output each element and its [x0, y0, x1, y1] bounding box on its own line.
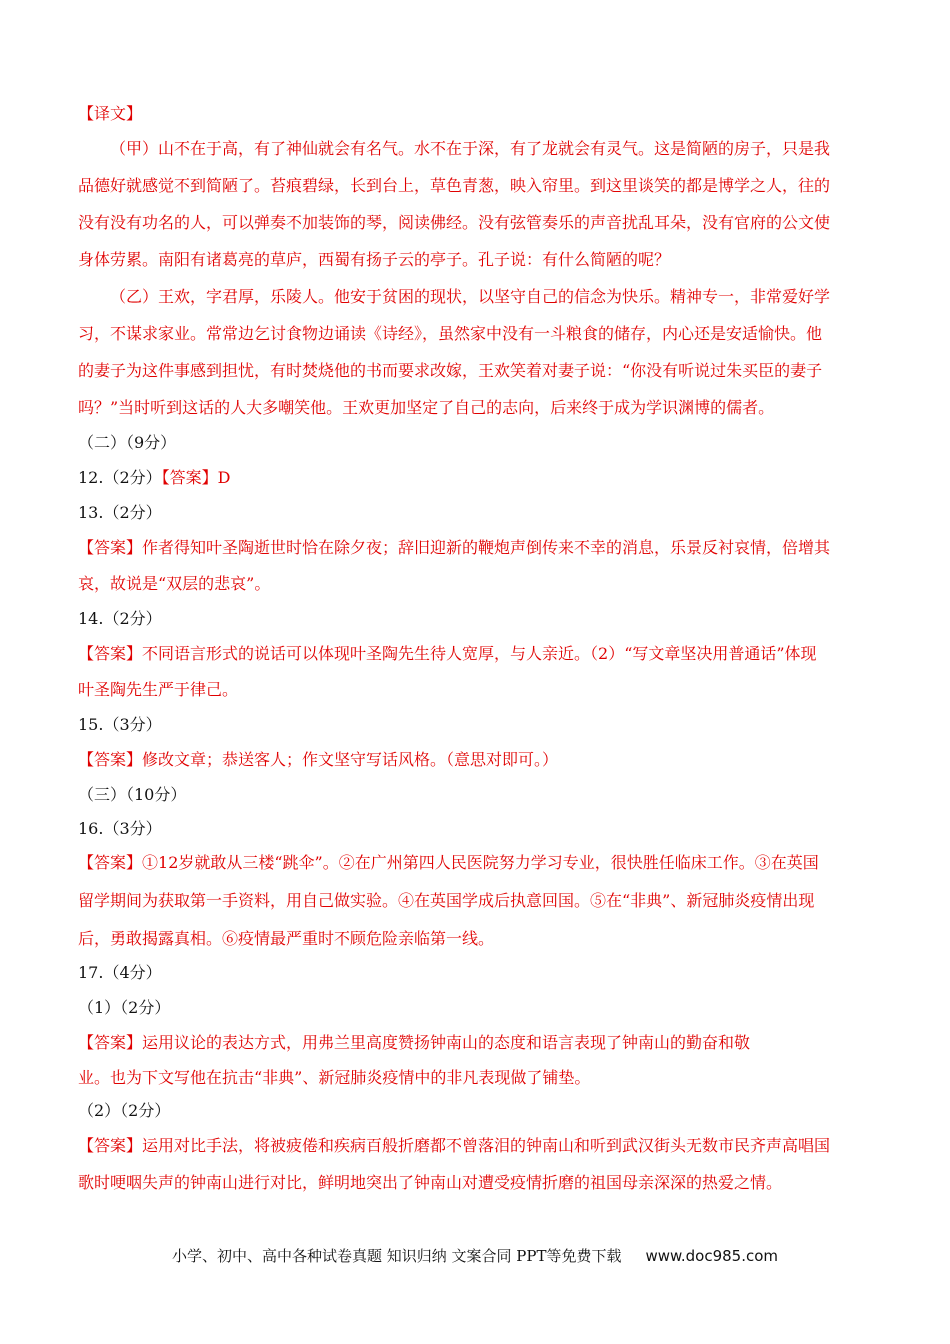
- translation-jia-line: 品德好就感觉不到简陋了。苔痕碧绿，长到台上，草色青葱，映入帘里。到这里谈笑的都是博学之人，往的: [78, 176, 831, 195]
- answer-line: 叶圣陶先生严于律己。: [78, 680, 239, 699]
- question-number: 12.（2分）: [78, 468, 162, 487]
- answer-text: 作者得知叶圣陶逝世时恰在除夕夜；辞旧迎新的鞭炮声倒传来不幸的消息，乐景反衬哀情，倍增其: [142, 538, 831, 557]
- sub-question-number: （1）（2分）: [78, 998, 171, 1017]
- question-12: [78, 468, 876, 488]
- answer-line: 留学期间为获取第一手资料，用自己做实验。④在英国学成后执意回国。⑤在“非典”、新冠肺炎疫情出现: [78, 891, 815, 910]
- translation-heading: 【译文】: [78, 104, 143, 123]
- footer-text: 小学、初中、高中各种试卷真题 知识归纳 文案合同 PPT等免费下载: [171, 1247, 622, 1265]
- answer-line: 哀，故说是“双层的悲哀”。: [78, 574, 271, 593]
- question-number: 16.（3分）: [78, 819, 162, 838]
- question-number: 14.（2分）: [78, 609, 162, 628]
- answer-text: 运用对比手法，将被疲倦和疾病百般折磨都不曾落泪的钟南山和听到武汉街头无数市民齐声高唱国: [142, 1136, 831, 1155]
- translation-yi-line: 吗？”当时听到这话的人大多嘲笑他。王欢更加坚定了自己的志向，后来终于成为学识渊博的儒者。: [78, 398, 775, 417]
- answer-line: [78, 1033, 876, 1053]
- answer-text: 运用议论的表达方式，用弗兰里高度赞扬钟南山的态度和语言表现了钟南山的勤奋和敬: [142, 1033, 751, 1052]
- answer-text: ①12岁就敢从三楼“跳伞”。②在广州第四人民医院努力学习专业，很快胜任临床工作。③在英国: [142, 853, 819, 872]
- answer-line: 业。也为下文写他在抗击“非典”、新冠肺炎疫情中的非凡表现做了铺垫。: [78, 1068, 591, 1087]
- translation-jia-line: 没有没有功名的人，可以弹奏不加装饰的琴，阅读佛经。没有弦管奏乐的声音扰乱耳朵，没有官府的公文使: [78, 213, 831, 232]
- translation-yi-line: （乙）王欢，字君厚，乐陵人。他安于贫困的现状，以坚守自己的信念为快乐。精神专一，非常爱好学: [110, 287, 831, 306]
- answer-line: 后，勇敢揭露真相。⑥疫情最严重时不顾危险亲临第一线。: [78, 929, 495, 948]
- answer-tag: 【答案】: [78, 1136, 143, 1155]
- translation-yi-line: 的妻子为这件事感到担忧，有时焚烧他的书而要求改嫁，王欢笑着对妻子说：“你没有听说过朱买臣的妻子: [78, 361, 823, 380]
- answer-text: 不同语言形式的说话可以体现叶圣陶先生待人宽厚，与人亲近。（2）“写文章坚决用普通话”体现: [142, 644, 817, 663]
- answer-line: [78, 538, 876, 558]
- answer-line: [78, 1136, 876, 1156]
- translation-yi-line: 习，不谋求家业。常常边乞讨食物边诵读《诗经》，虽然家中没有一斗粮食的储存，内心还是安适愉快。他: [78, 324, 823, 343]
- answer-text: 修改文章；恭送客人；作文坚守写话风格。（意思对即可。）: [142, 750, 559, 769]
- answer-tag: 【答案】: [78, 750, 143, 769]
- section-title: （三）（10分）: [78, 785, 187, 804]
- answer-tag: 【答案】: [78, 853, 143, 872]
- footer-link[interactable]: www.doc985.com: [645, 1247, 779, 1265]
- sub-question-number: （2）（2分）: [78, 1101, 171, 1120]
- question-number: 15.（3分）: [78, 715, 162, 734]
- question-number: 13.（2分）: [78, 503, 162, 522]
- answer-line: [78, 644, 876, 664]
- answer-tag: 【答案】: [78, 538, 143, 557]
- answer-line: [78, 750, 876, 770]
- answer-line: [78, 853, 876, 873]
- answer-line: 歌时哽咽失声的钟南山进行对比，鲜明地突出了钟南山对遭受疫情折磨的祖国母亲深深的热爱之情。: [78, 1173, 783, 1192]
- translation-jia-line: （甲）山不在于高，有了神仙就会有名气。水不在于深，有了龙就会有灵气。这是简陋的房子，只是我: [110, 139, 831, 158]
- answer-text: D: [217, 468, 231, 487]
- answer-tag: 【答案】: [161, 468, 218, 487]
- answer-tag: 【答案】: [78, 1033, 143, 1052]
- section-title: （二）（9分）: [78, 433, 177, 452]
- question-number: 17.（4分）: [78, 963, 162, 982]
- page-footer: [0, 1245, 950, 1266]
- translation-jia-line: 身体劳累。南阳有诸葛亮的草庐，西蜀有扬子云的亭子。孔子说：有什么简陋的呢？: [78, 250, 671, 269]
- answer-tag: 【答案】: [78, 644, 143, 663]
